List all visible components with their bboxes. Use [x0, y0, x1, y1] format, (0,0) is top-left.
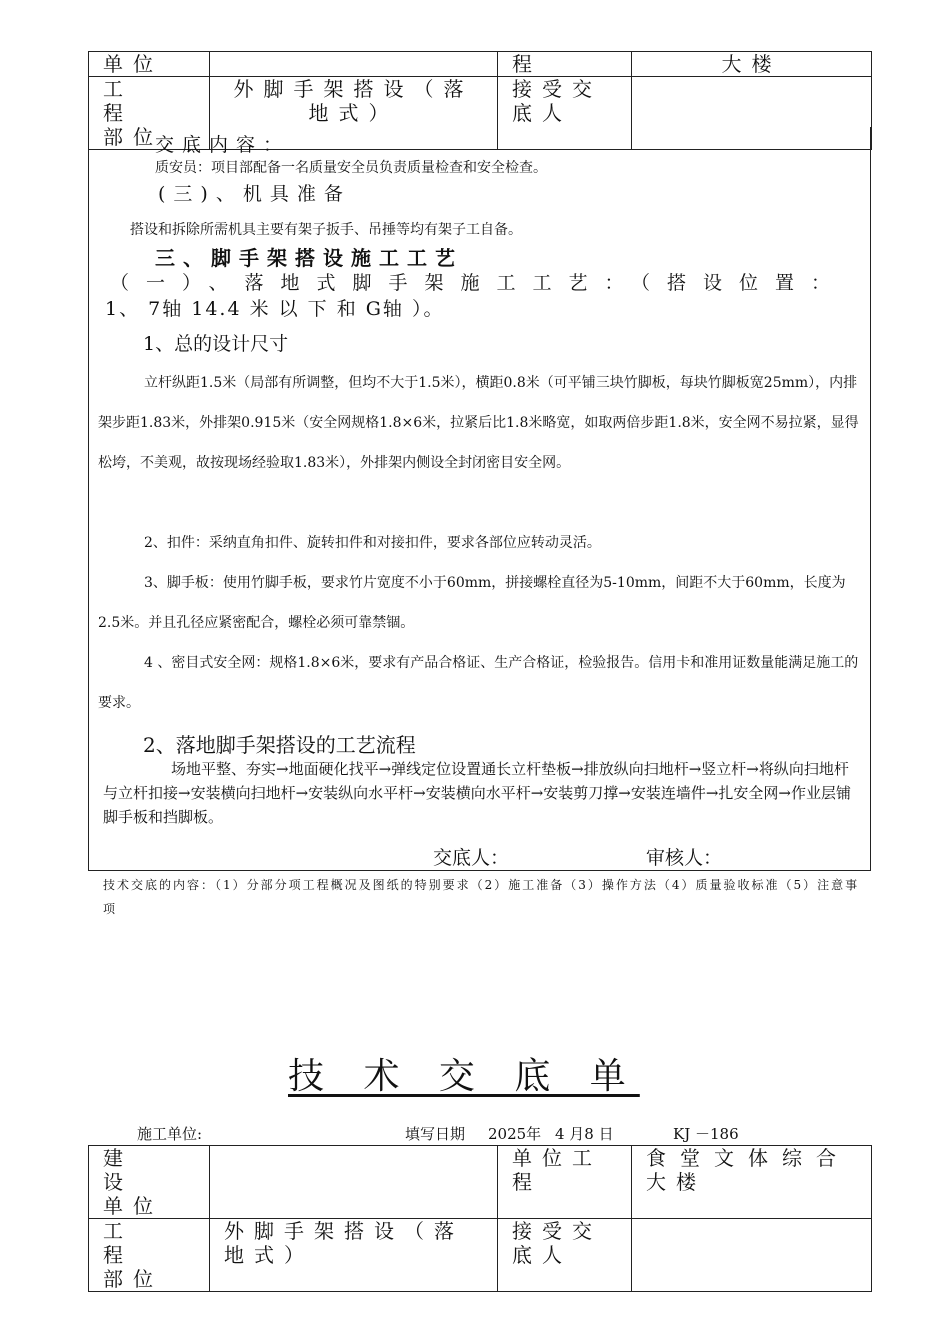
- document-code: KJ －186: [673, 1125, 739, 1143]
- project-value-b: 大楼: [646, 1170, 706, 1194]
- unit-label: 单位: [89, 52, 210, 77]
- project-label: [498, 1146, 632, 1219]
- flow-paragraph-text: 场地平整、夯实→地面硬化找平→弹线定位设置通长立杆垫板→排放纵向扫地杆→竖立杆→将纵向扫地杆与立杆扣接→安装横向扫地杆→安装纵向水平杆→安装横向水平杆→安装剪刀撑→安装连墙件→扎安全网→作业层铺脚手板和挡脚板。: [103, 760, 851, 826]
- flow-title: 2、落地脚手架搭设的工艺流程: [143, 733, 416, 757]
- net-paragraph-text: 4 、密目式安全网：规格1.8×6米，要求有产品合格证、生产合格证，检验报告。信用卡和准用证数量能满足施工的要求。: [98, 655, 859, 711]
- work-part-label-a: 工程: [103, 77, 171, 125]
- handover-label: 交底人：: [433, 847, 510, 869]
- page2-receiver-label-a: 接受交: [512, 1219, 602, 1243]
- design-title: 1、总的设计尺寸: [143, 333, 289, 355]
- section-three-heading: 三、脚手架搭设施工工艺: [155, 246, 463, 270]
- project-value-tail: 大楼: [632, 52, 872, 77]
- page2-receiver-label: [498, 1219, 632, 1292]
- work-part-value: 外脚手架搭设（落地式）: [210, 77, 498, 150]
- construction-org-label: [89, 1146, 210, 1219]
- construction-org-label-b: 单位: [103, 1194, 163, 1218]
- content-heading: 交底内容：: [155, 134, 291, 156]
- fastener-paragraph-text: 2、扣件：采纳直角扣件、旋转扣件和对接扣件，要求各部位应转动灵活。: [144, 535, 601, 551]
- fill-date-month-day: 4 月8 日: [555, 1125, 614, 1143]
- page2-receiver-value: [632, 1219, 872, 1292]
- construction-org-label-a: 建设: [103, 1146, 171, 1194]
- sub-one-line-b: 1、 7轴 14.4 米 以 下 和 G轴 ）。: [105, 298, 445, 320]
- footnote-text: 技术交底的内容：（1）分部分项工程概况及图纸的特别要求（2）施工准备（3）操作方法（4）质量验收标准（5）注意事项: [103, 878, 860, 916]
- net-paragraph: [98, 643, 864, 723]
- design-paragraph-text: 立杆纵距1.5米（局部有所调整，但均不大于1.5米），横距0.8米（可平铺三块竹脚板，每块竹脚板宽25mm），内排架步距1.83米，外排架0.915米（安全网规格1.8×6米，拉紧后比1.8米略宽，如取两倍步距1.8米，安全网不易拉紧，显得松垮，不美观，故按现场经验取1.83米），外排架内侧设全封闭密目安全网。: [98, 375, 859, 471]
- receiver-label-a: 接受交: [512, 77, 602, 101]
- page2-title: 技 术 交 底 单: [288, 1056, 640, 1097]
- project-value-a: 食堂文体综合: [646, 1146, 850, 1170]
- board-paragraph: [98, 563, 864, 643]
- project-label-a: 单位工: [512, 1146, 602, 1170]
- page2-work-part-value-b: 地式）: [224, 1243, 314, 1267]
- reviewer-label: 审核人：: [646, 847, 723, 869]
- project-label-tail: 程: [498, 52, 632, 77]
- project-label-b: 程: [512, 1170, 542, 1194]
- fastener-paragraph: [98, 523, 864, 563]
- board-paragraph-text: 3、脚手板：使用竹脚手板，要求竹片宽度不小于60mm，拼接螺栓直径为5-10mm，间距不大于60mm，长度为2.5米。并且孔径应紧密配合，螺栓必须可靠禁锢。: [98, 575, 846, 631]
- tools-line: 搭设和拆除所需机具主要有架子扳手、吊捶等均有架子工自备。: [130, 222, 522, 238]
- page2-work-part-label-b: 部位: [103, 1267, 163, 1291]
- page2-work-part-value-a: 外脚手架搭设（落: [224, 1219, 464, 1243]
- design-paragraph: [98, 363, 864, 483]
- fill-date-year: 2025年: [488, 1125, 542, 1143]
- sub-one-line-a: （一）、落地式脚手架施工工艺：（搭设位置：: [110, 272, 848, 294]
- fill-date-label: 填写日期: [405, 1125, 466, 1143]
- page2-info-table: [88, 1145, 872, 1292]
- unit-value: [210, 52, 498, 77]
- work-part-label-b: 部位: [103, 125, 163, 149]
- footnote: [103, 873, 863, 921]
- section-tools: (三)、机具准备: [158, 183, 351, 205]
- page2-work-part-label-a: 工程: [103, 1219, 171, 1267]
- page2-work-part-value: [210, 1219, 498, 1292]
- page2-work-part-label: [89, 1219, 210, 1292]
- qa-line: 质安员：项目部配备一名质量安全员负责质量检查和安全检查。: [155, 160, 547, 176]
- project-value: [632, 1146, 872, 1219]
- receiver-label-b: 底人: [512, 101, 572, 125]
- flow-paragraph: [103, 757, 863, 829]
- page2-receiver-label-b: 底人: [512, 1243, 572, 1267]
- construction-unit-label: 施工单位:: [137, 1125, 203, 1143]
- construction-org-value: [210, 1146, 498, 1219]
